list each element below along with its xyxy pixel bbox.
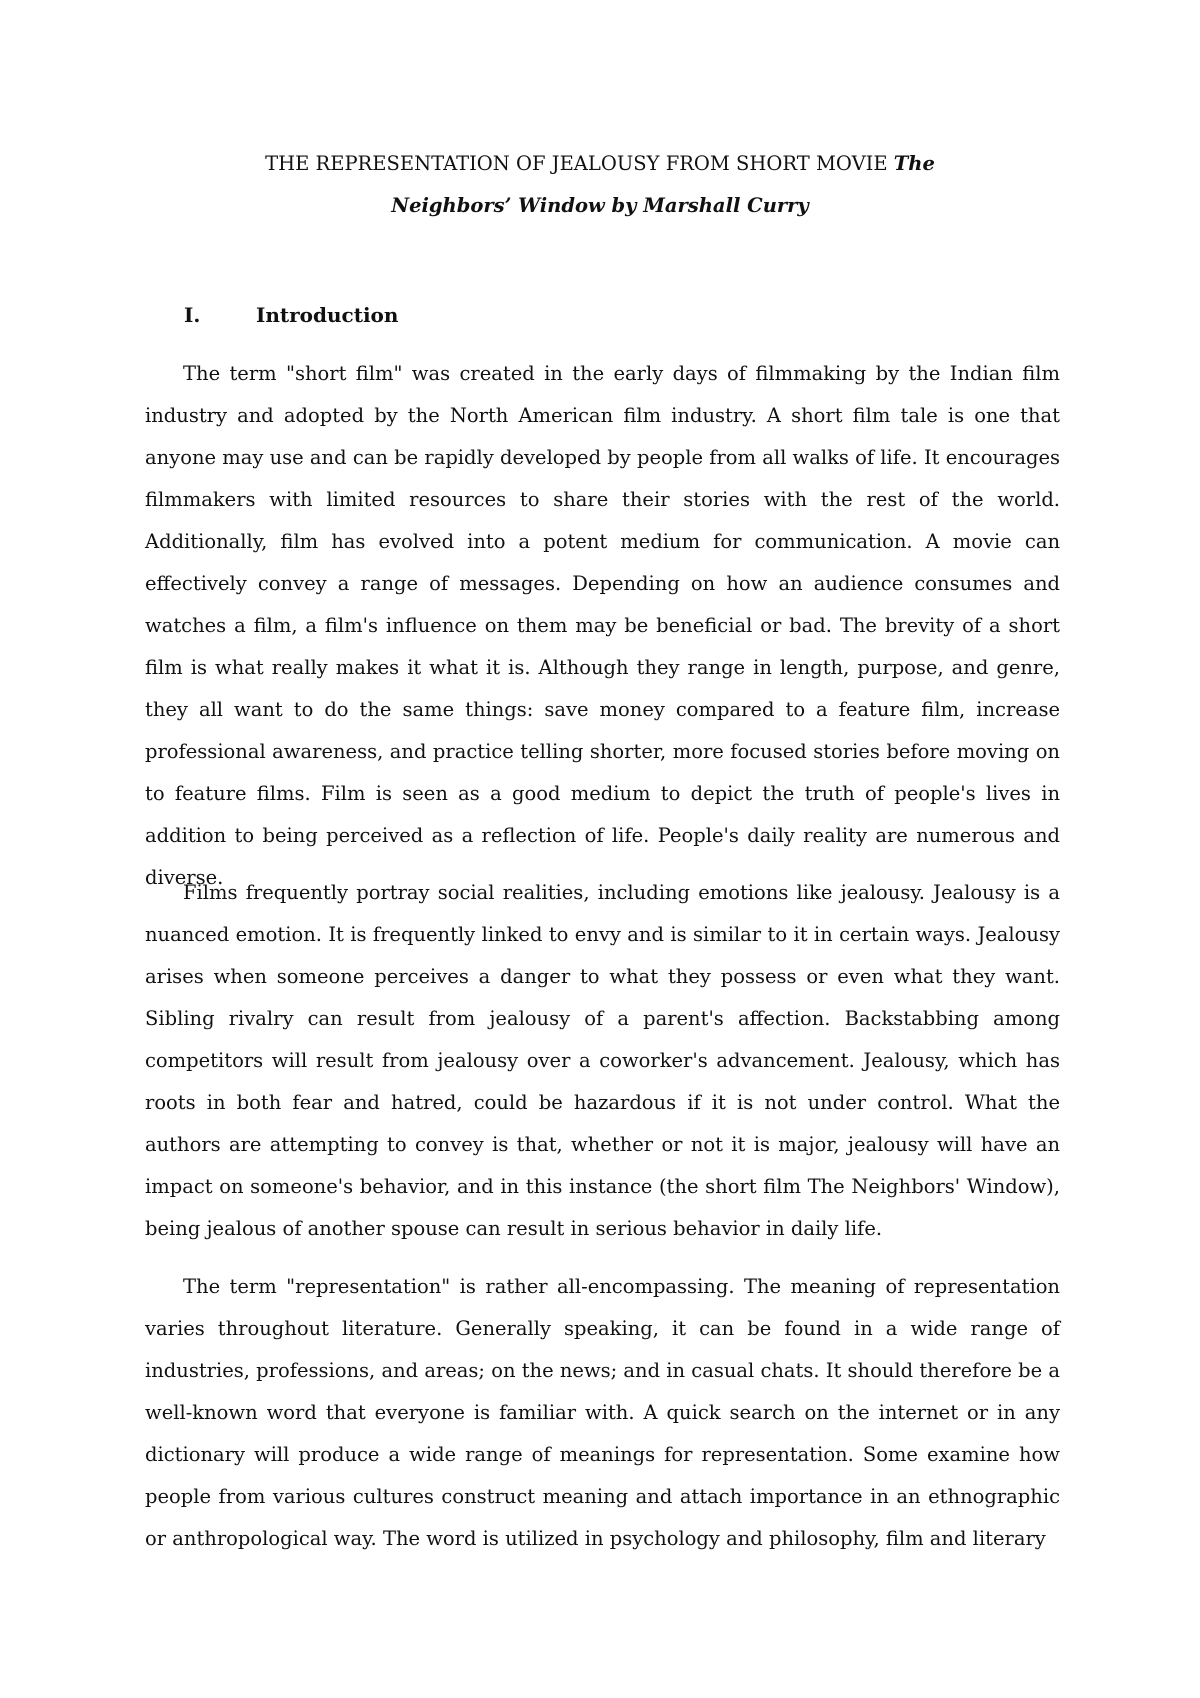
paragraph-1: The term "short film" was created in the early days of filmmaking by the Indian film industry and adopted by the North American film industry. A short film tale is one that anyone may use and can be rapidly developed by people from all walks of life. It encourages filmmakers with limited resources to share their stories with the rest of the world. Additionally, film has evolved into a potent medium for communication. A movie can effectively convey a range of messages. Depending on how an audience consumes and watches a film, a film's influence on them may be beneficial or bad. The brevity of a short film is what really makes it what it is. Although they range in length, purpose, and genre, they all want to do the same things: save money compared to a feature film, increase professional awareness, and practice telling shorter, more focused stories before moving on to feature films. Film is seen as a good medium to depict the truth of people's lives in addition to being perceived as a reflection of life. People's daily reality are numerous and diverse. bbox=[145, 362, 1060, 889]
section-number: I. bbox=[184, 303, 201, 327]
document-title bbox=[140, 143, 1060, 227]
title-italic-text: The bbox=[893, 152, 935, 175]
title-uppercase-text: THE REPRESENTATION OF JEALOUSY FROM SHORT MOVIE bbox=[265, 152, 894, 175]
title-line-2: Neighbors’ Window by Marshall Curry bbox=[391, 194, 809, 217]
paragraph-2: Films frequently portray social realities, including emotions like jealousy. Jealousy is a nuanced emotion. It is frequently linked to envy and is similar to it in certain ways. Jealousy arises when someone perceives a danger to what they possess or even what they want. Sibling rivalry can result from jealousy of a parent's affection. Backstabbing among competitors will result from jealousy over a coworker's advancement. Jealousy, which has roots in both fear and hatred, could be hazardous if it is not under control. What the authors are attempting to convey is that, whether or not it is major, jealousy will have an impact on someone's behavior, and in this instance (the short film The Neighbors' Window), being jealous of another spouse can result in serious behavior in daily life. bbox=[145, 881, 1060, 1240]
section-heading bbox=[184, 300, 398, 330]
section-title: Introduction bbox=[256, 303, 399, 327]
title-line-1 bbox=[140, 143, 1060, 185]
paragraph-3: The term "representation" is rather all-encompassing. The meaning of representation varies throughout literature. Generally speaking, it can be found in a wide range of industries, professions, and areas; on the news; and in casual chats. It should therefore be a well-known word that everyone is familiar with. A quick search on the internet or in any dictionary will produce a wide range of meanings for representation. Some examine how people from various cultures construct meaning and attach importance in an ethnographic or anthropological way. The word is utilized in psychology and philosophy, film and literary bbox=[145, 1275, 1060, 1550]
